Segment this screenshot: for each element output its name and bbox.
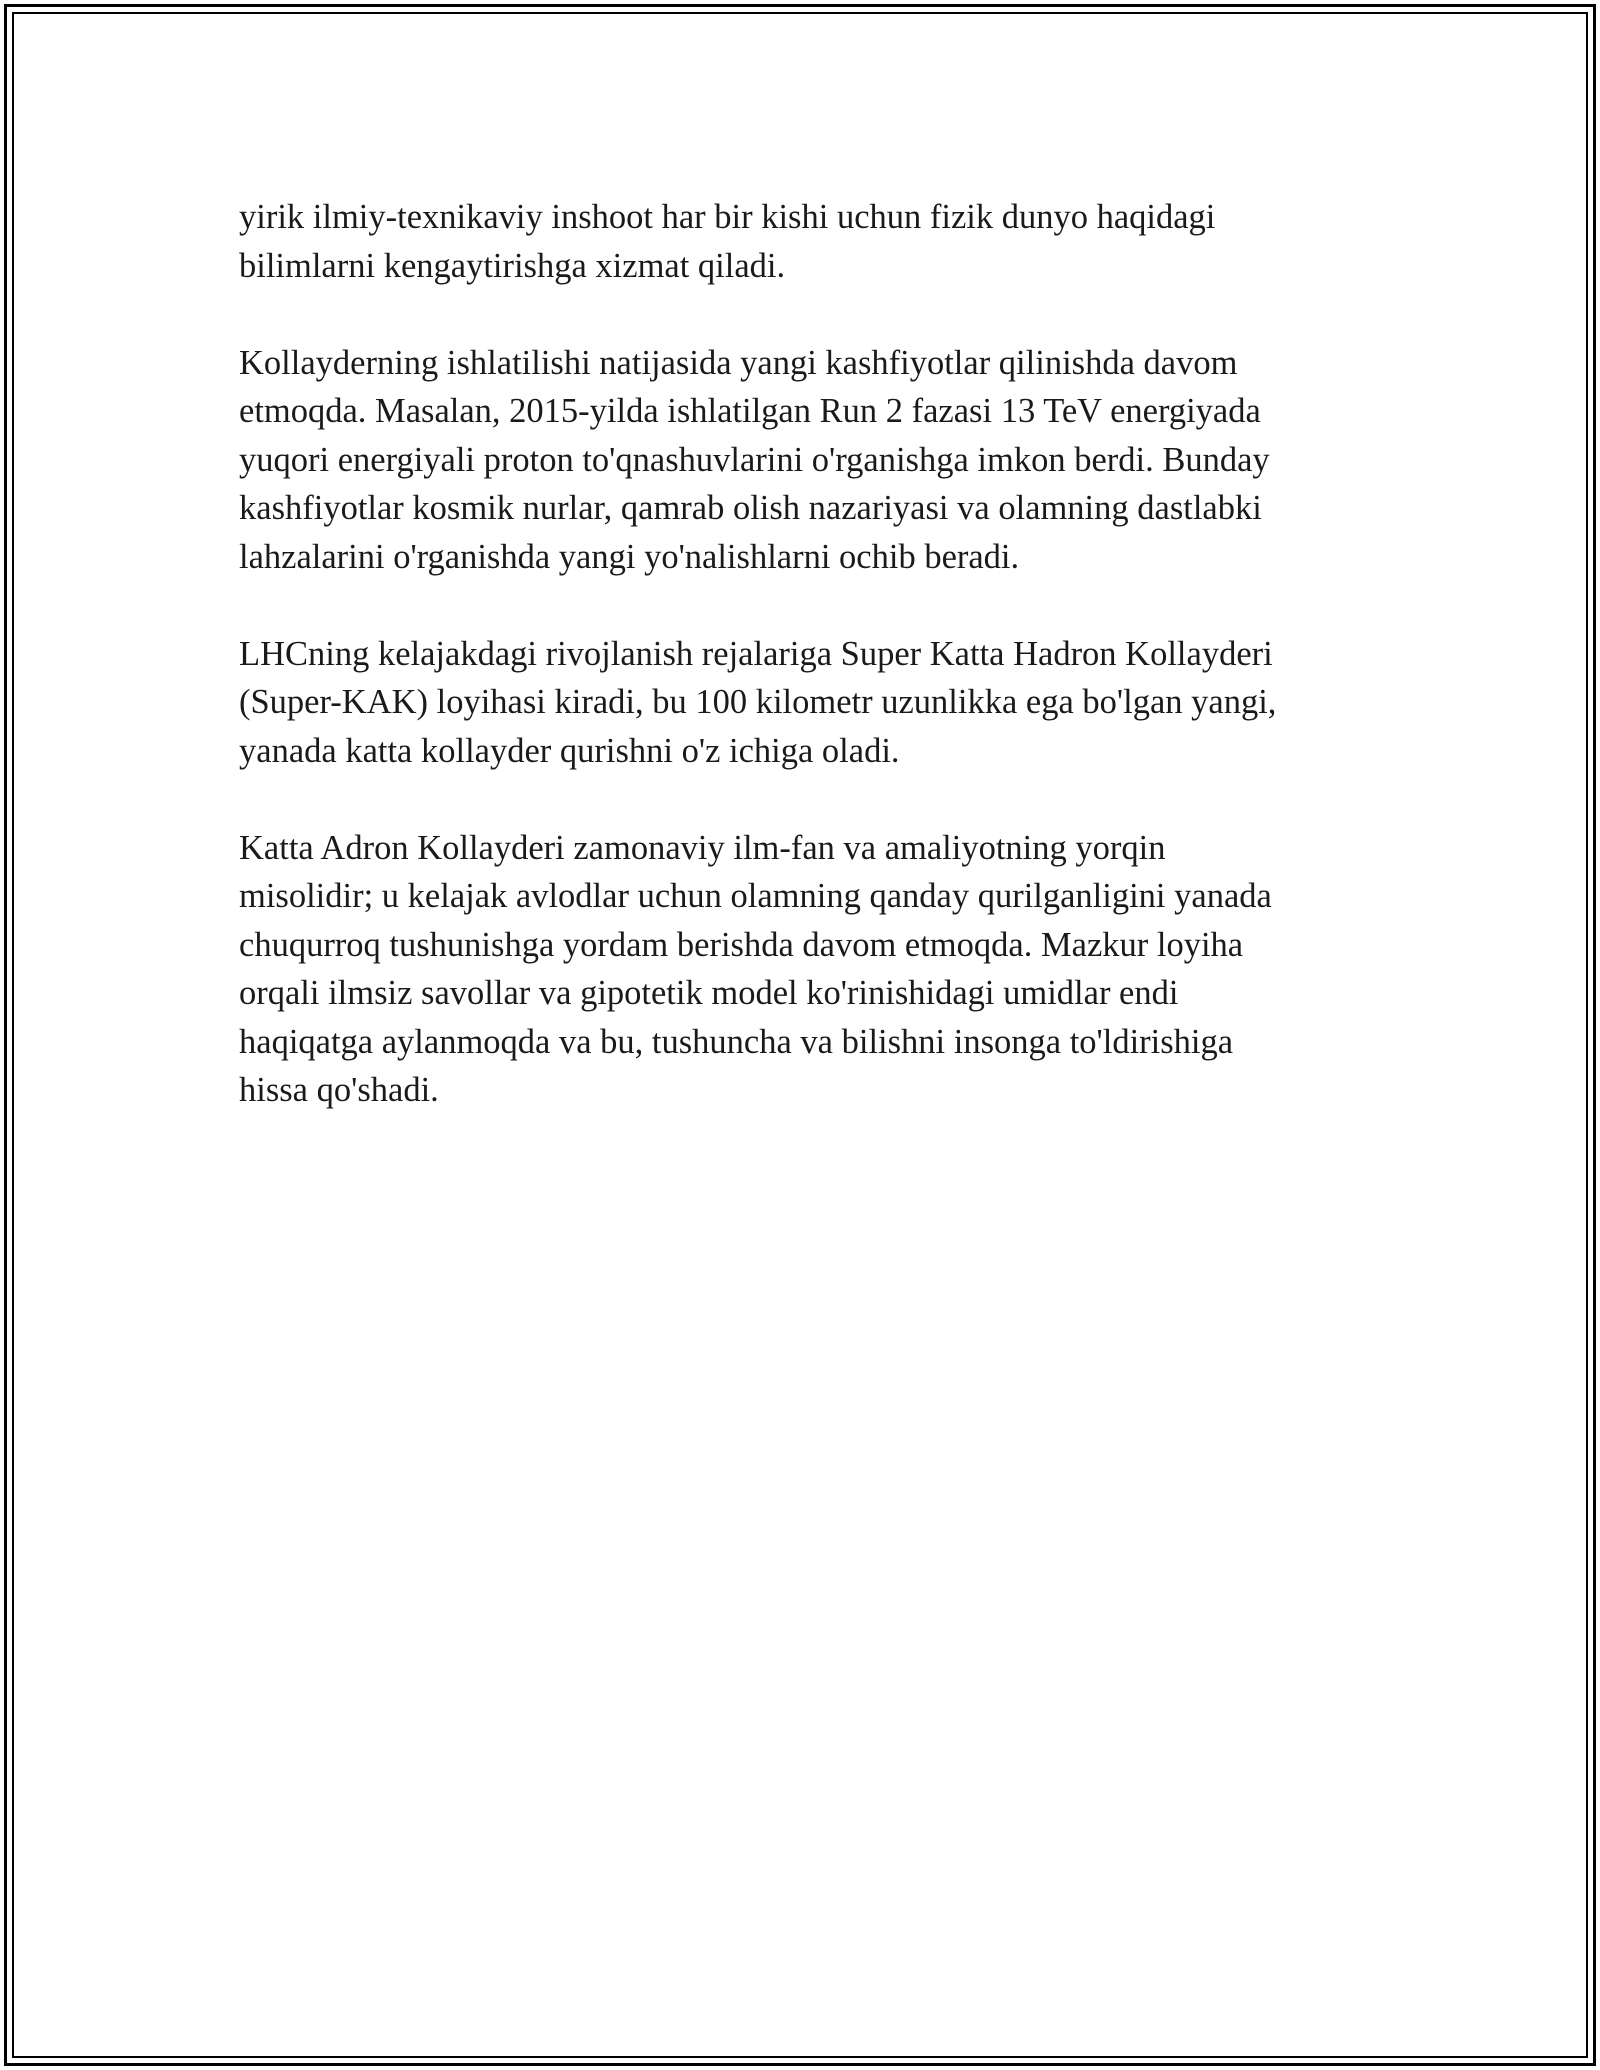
paragraph-1	[239, 193, 1389, 290]
paragraph-line: yanada katta kollayder qurishni o'z ichiga oladi.	[239, 731, 900, 770]
paragraph-2	[239, 339, 1389, 582]
paragraph-line: kashfiyotlar kosmik nurlar, qamrab olish nazariyasi va olamning dastlabki	[239, 489, 1262, 527]
paragraph-line: chuqurroq tushunishga yordam berishda davom etmoqda. Mazkur loyiha	[239, 925, 1244, 964]
paragraph-line: LHCning kelajakdagi rivojlanish rejalariga Super Katta Hadron Kollayderi	[239, 634, 1273, 673]
paragraph-line: orqali ilmsiz savollar va gipotetik model ko'rinishidagi umidlar endi	[239, 974, 1179, 1012]
paragraph-4	[239, 824, 1389, 1115]
paragraph-line: lahzalarini o'rganishda yangi yo'nalishlarni ochib beradi.	[239, 537, 1020, 576]
paragraph-line: yirik ilmiy-texnikaviy inshoot har bir kishi uchun fizik dunyo haqidagi	[239, 198, 1216, 236]
paragraph-3	[239, 630, 1389, 776]
paragraph-line: hissa qo'shadi.	[239, 1071, 439, 1109]
paragraph-line: yuqori energiyali proton to'qnashuvlarini o'rganishga imkon berdi. Bunday	[239, 440, 1270, 479]
page-frame	[4, 4, 1596, 2066]
paragraph-line: misolidir; u kelajak avlodlar uchun olamning qanday qurilganligini yanada	[239, 877, 1272, 915]
paragraph-line: Katta Adron Kollayderi zamonaviy ilm-fan va amaliyotning yorqin	[239, 828, 1166, 867]
document-body	[239, 193, 1389, 1163]
paragraph-line: Kollayderning ishlatilishi natijasida yangi kashfiyotlar qilinishda davom	[239, 343, 1238, 382]
paragraph-line: etmoqda. Masalan, 2015-yilda ishlatilgan Run 2 fazasi 13 TeV energiyada	[239, 392, 1261, 430]
paragraph-line: (Super-KAK) loyihasi kiradi, bu 100 kilometr uzunlikka ega bo'lgan yangi,	[239, 683, 1277, 721]
paragraph-line: haqiqatga aylanmoqda va bu, tushuncha va bilishni insonga to'ldirishiga	[239, 1022, 1234, 1061]
paragraph-line: bilimlarni kengaytirishga xizmat qiladi.	[239, 246, 786, 285]
